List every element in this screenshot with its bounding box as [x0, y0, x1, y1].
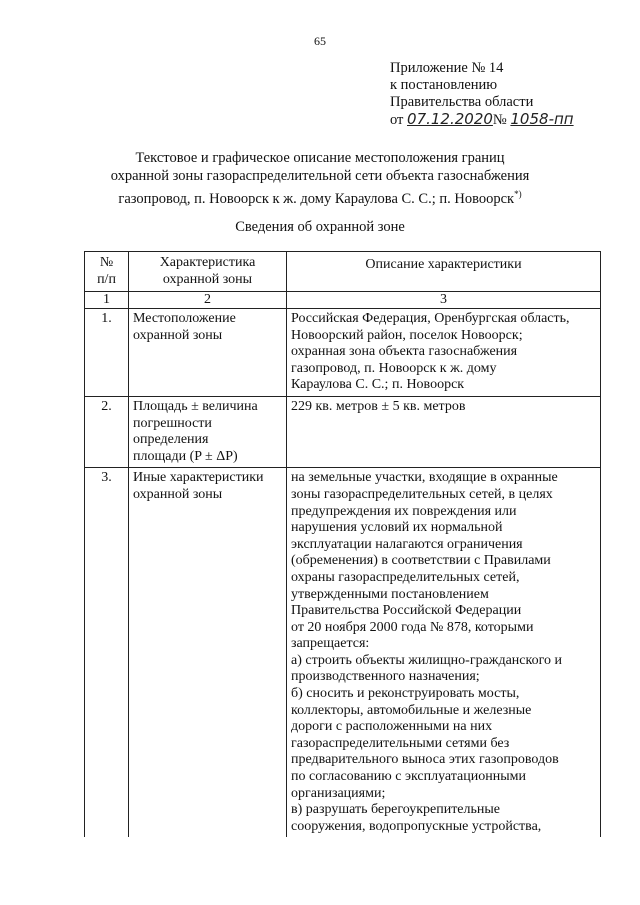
appendix-line: Приложение № 14	[390, 60, 504, 76]
zone-table	[84, 251, 601, 837]
description-line: от 20 ноября 2000 года № 878, которыми	[291, 619, 534, 635]
characteristic-line: площади (P ± ΔP)	[133, 448, 238, 464]
handwritten-number: 1058-пп	[510, 110, 574, 128]
header-row	[85, 252, 601, 292]
description-line: на земельные участки, входящие в охранные	[291, 470, 558, 486]
description-line: организациями;	[291, 785, 386, 801]
footnote-mark: *)	[514, 189, 522, 199]
table-row	[85, 396, 601, 467]
description-line: Караулова С. С.; п. Новоорск	[291, 377, 465, 393]
index-row	[85, 292, 601, 309]
appendix-line: к постановлению	[390, 77, 498, 93]
characteristic-line: охранной зоны	[133, 486, 223, 502]
header-characteristic: Характеристика охранной зоны	[129, 252, 287, 292]
description-line: сооружения, водопропускные устройства,	[291, 818, 542, 834]
table-row	[85, 468, 601, 838]
description-line: в) разрушать берегоукрепительные	[291, 802, 501, 818]
index-cell: 2	[129, 292, 287, 309]
appendix-date-line	[390, 111, 574, 129]
header-description: Описание характеристики	[287, 252, 601, 292]
title-line: охранной зоны газораспределительной сети объекта газоснабжения	[110, 168, 530, 184]
characteristic-line: охранной зоны	[133, 327, 223, 343]
characteristic-line: Иные характеристики	[133, 470, 264, 486]
description-line: предварительного выноса этих газопроводов	[291, 752, 559, 768]
description-line: охранная зона объекта газоснабжения	[291, 344, 518, 360]
description-line: утвержденными постановлением	[291, 586, 489, 602]
description-line: охраны газораспределительных сетей,	[291, 569, 520, 585]
description-line: нарушения условий их нормальной	[291, 520, 503, 536]
characteristic-line: Площадь ± величина	[133, 398, 258, 414]
row-characteristic	[129, 468, 287, 838]
characteristic-line: определения	[133, 432, 209, 448]
description-line: зоны газораспределительных сетей, в целях	[291, 486, 553, 502]
title-line: газопровод, п. Новоорск к ж. дому Караулова С. С.; п. Новоорск*)	[118, 189, 522, 207]
row-number: 1.	[85, 309, 129, 397]
appendix-block	[390, 60, 574, 129]
description-line: (обременения) в соответствии с Правилами	[291, 553, 551, 569]
description-line: запрещается:	[291, 636, 370, 652]
row-description	[287, 309, 601, 397]
header-num: № п/п	[85, 252, 129, 292]
row-characteristic	[129, 396, 287, 467]
appendix-line: Правительства области	[390, 94, 534, 110]
row-characteristic	[129, 309, 287, 397]
description-line: по согласованию с эксплуатационными	[291, 769, 526, 785]
section-subtitle: Сведения об охранной зоне	[235, 219, 405, 235]
number-prefix: №	[492, 112, 507, 128]
description-line: коллекторы, автомобильные и железные	[291, 702, 532, 718]
page-number: 65	[314, 34, 326, 48]
characteristic-line: погрешности	[133, 415, 212, 431]
row-description	[287, 396, 601, 467]
date-prefix: от	[390, 112, 404, 128]
description-line: дороги с расположенными на них	[291, 719, 493, 735]
description-line: Новоорский район, поселок Новоорск;	[291, 327, 523, 343]
description-line: 229 кв. метров ± 5 кв. метров	[291, 398, 466, 414]
row-number: 2.	[85, 396, 129, 467]
description-line: б) сносить и реконструировать мосты,	[291, 686, 520, 702]
index-cell: 3	[287, 292, 601, 309]
description-line: предупреждения их повреждения или	[291, 503, 517, 519]
description-line: Правительства Российской Федерации	[291, 603, 522, 619]
description-line: газораспределительными сетями без	[291, 735, 510, 751]
description-line: газопровод, п. Новоорск к ж. дому	[291, 360, 497, 376]
row-description	[287, 468, 601, 838]
description-line: а) строить объекты жилищно-гражданского и	[291, 652, 562, 668]
characteristic-line: Местоположение	[133, 311, 236, 326]
table-row	[85, 309, 601, 397]
handwritten-date: 07.12.2020	[407, 110, 493, 128]
row-number: 3.	[85, 468, 129, 838]
description-line: эксплуатации налагаются ограничения	[291, 536, 523, 552]
description-line: производственного назначения;	[291, 669, 480, 685]
description-line: Российская Федерация, Оренбургская область,	[291, 311, 570, 326]
document-title	[60, 149, 580, 208]
index-cell: 1	[85, 292, 129, 309]
title-line: Текстовое и графическое описание местоположения границ	[135, 150, 505, 166]
